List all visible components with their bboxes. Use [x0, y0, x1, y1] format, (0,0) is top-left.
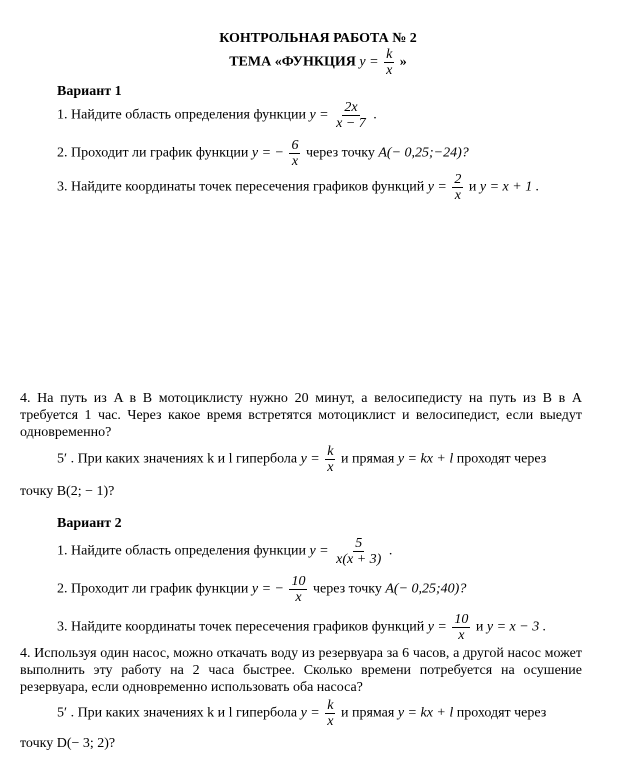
subtitle-suffix: »: [399, 54, 407, 70]
v2-q1-lhs: y =: [309, 543, 329, 559]
v2-q5-line2: точку D(− 3; 2)?: [20, 736, 116, 751]
v1-q3-lhs: y =: [427, 179, 447, 195]
v2-q1-end: .: [388, 543, 393, 559]
v1-q5-den: x: [327, 460, 334, 475]
v2-q2-den: x: [295, 590, 302, 605]
v2-q5-den: x: [327, 714, 334, 729]
v2-q5-num: k: [327, 698, 334, 713]
v2-question-3: [57, 612, 546, 643]
variant1-heading: Вариант 1: [57, 84, 122, 99]
v2-q5-mid: и прямая: [340, 705, 395, 721]
v1-q2-mid: через точку: [305, 145, 375, 161]
v2-q3-and: и: [475, 619, 484, 635]
v2-question-2: [57, 574, 466, 605]
v1-question-5: [57, 444, 546, 475]
v1-q3-fraction: [452, 172, 463, 203]
v1-q1-lhs: y =: [309, 107, 329, 123]
v1-q1-end: .: [373, 107, 377, 123]
v2-question-5: [57, 698, 546, 729]
subtitle-prefix: ТЕМА «ФУНКЦИЯ: [229, 54, 356, 70]
v1-q5-text: 5′ . При каких значениях k и l гипербола: [57, 451, 298, 467]
v2-q3-num: 10: [454, 612, 469, 627]
v1-q5-num: k: [327, 444, 334, 459]
page-subtitle: [0, 47, 636, 78]
v1-q3-num: 2: [454, 172, 462, 187]
v1-q2-num: 6: [291, 138, 299, 153]
v1-question-2: [57, 138, 469, 169]
v1-q2-den: x: [291, 154, 299, 169]
v2-q3-fraction: [452, 612, 470, 643]
v2-q1-text: 1. Найдите область определения функции: [57, 543, 306, 559]
variant2-heading: Вариант 2: [57, 516, 122, 531]
v1-q3-text: 3. Найдите координаты точек пересечения графиков функций: [57, 179, 425, 195]
v2-q2-lhs: y = −: [251, 581, 284, 597]
v2-q3-eq2: y = x − 3 .: [486, 619, 547, 635]
v2-q5-eq2: y = kx + l: [397, 705, 454, 721]
v2-q5-lhs: y =: [300, 705, 320, 721]
subtitle-frac-num: k: [386, 47, 393, 62]
v2-q5-end: проходят через: [456, 705, 547, 721]
v1-q5-mid: и прямая: [340, 451, 395, 467]
v2-question-4: 4. Используя один насос, можно откачать воду из резервуара за 6 часов, а другой насос может выполнить эту работу на 2 часа быстрее. Сколько времени потребуется на осушение резервуара, если одновременно использовать оба насоса?: [20, 646, 582, 695]
subtitle-frac-den: x: [386, 63, 393, 78]
v1-q5-eq2: y = kx + l: [397, 451, 454, 467]
v1-q2-text: 2. Проходит ли график функции: [57, 145, 249, 161]
v1-q1-fraction: [334, 100, 368, 131]
v2-q2-text: 2. Проходит ли график функции: [57, 581, 249, 597]
v1-q1-num: 2x: [344, 100, 358, 115]
subtitle-eq-lhs: y =: [359, 54, 379, 70]
v1-q5-end: проходят через: [456, 451, 547, 467]
v2-q2-fraction: [289, 574, 307, 605]
v1-question-3: [57, 172, 539, 203]
v1-q5-lhs: y =: [300, 451, 320, 467]
v1-question-4: 4. На путь из A в B мотоциклисту нужно 20 минут, а велосипедисту на путь из B в A требуется 1 час. Через какое время встретятся мотоциклист и велосипедист, если выедут одновременно?: [20, 391, 582, 440]
page-title: КОНТРОЛЬНАЯ РАБОТА № 2: [219, 31, 417, 46]
v2-q1-fraction: [334, 536, 383, 567]
v1-q3-den: x: [454, 188, 461, 203]
v2-q2-num: 10: [291, 574, 306, 589]
v1-q5-fraction: [325, 444, 335, 475]
v2-q1-num: 5: [355, 536, 363, 551]
v2-question-1: [57, 536, 392, 567]
v1-q5-line2: точку B(2; − 1)?: [20, 484, 115, 499]
v1-q3-and: и: [468, 179, 477, 195]
v2-q5-text: 5′ . При каких значениях k и l гипербола: [57, 705, 298, 721]
v2-q2-mid: через точку: [312, 581, 382, 597]
v1-q2-lhs: y = −: [251, 145, 284, 161]
v1-question-1: [57, 100, 377, 131]
v1-q1-den: x − 7: [336, 116, 366, 131]
v2-q3-text: 3. Найдите координаты точек пересечения графиков функций: [57, 619, 425, 635]
v2-q1-den: x(x + 3): [336, 552, 382, 567]
v1-q1-text: 1. Найдите область определения функции: [57, 107, 306, 123]
v2-q5-fraction: [325, 698, 335, 729]
v1-q2-point: A(− 0,25;−24)?: [378, 145, 469, 161]
subtitle-fraction: [384, 47, 394, 78]
v2-q3-den: x: [458, 628, 465, 643]
v2-q2-point: A(− 0,25;40)?: [385, 581, 467, 597]
v1-q2-fraction: [289, 138, 300, 169]
v2-q3-lhs: y =: [427, 619, 447, 635]
v1-q3-eq2: y = x + 1 .: [479, 179, 540, 195]
